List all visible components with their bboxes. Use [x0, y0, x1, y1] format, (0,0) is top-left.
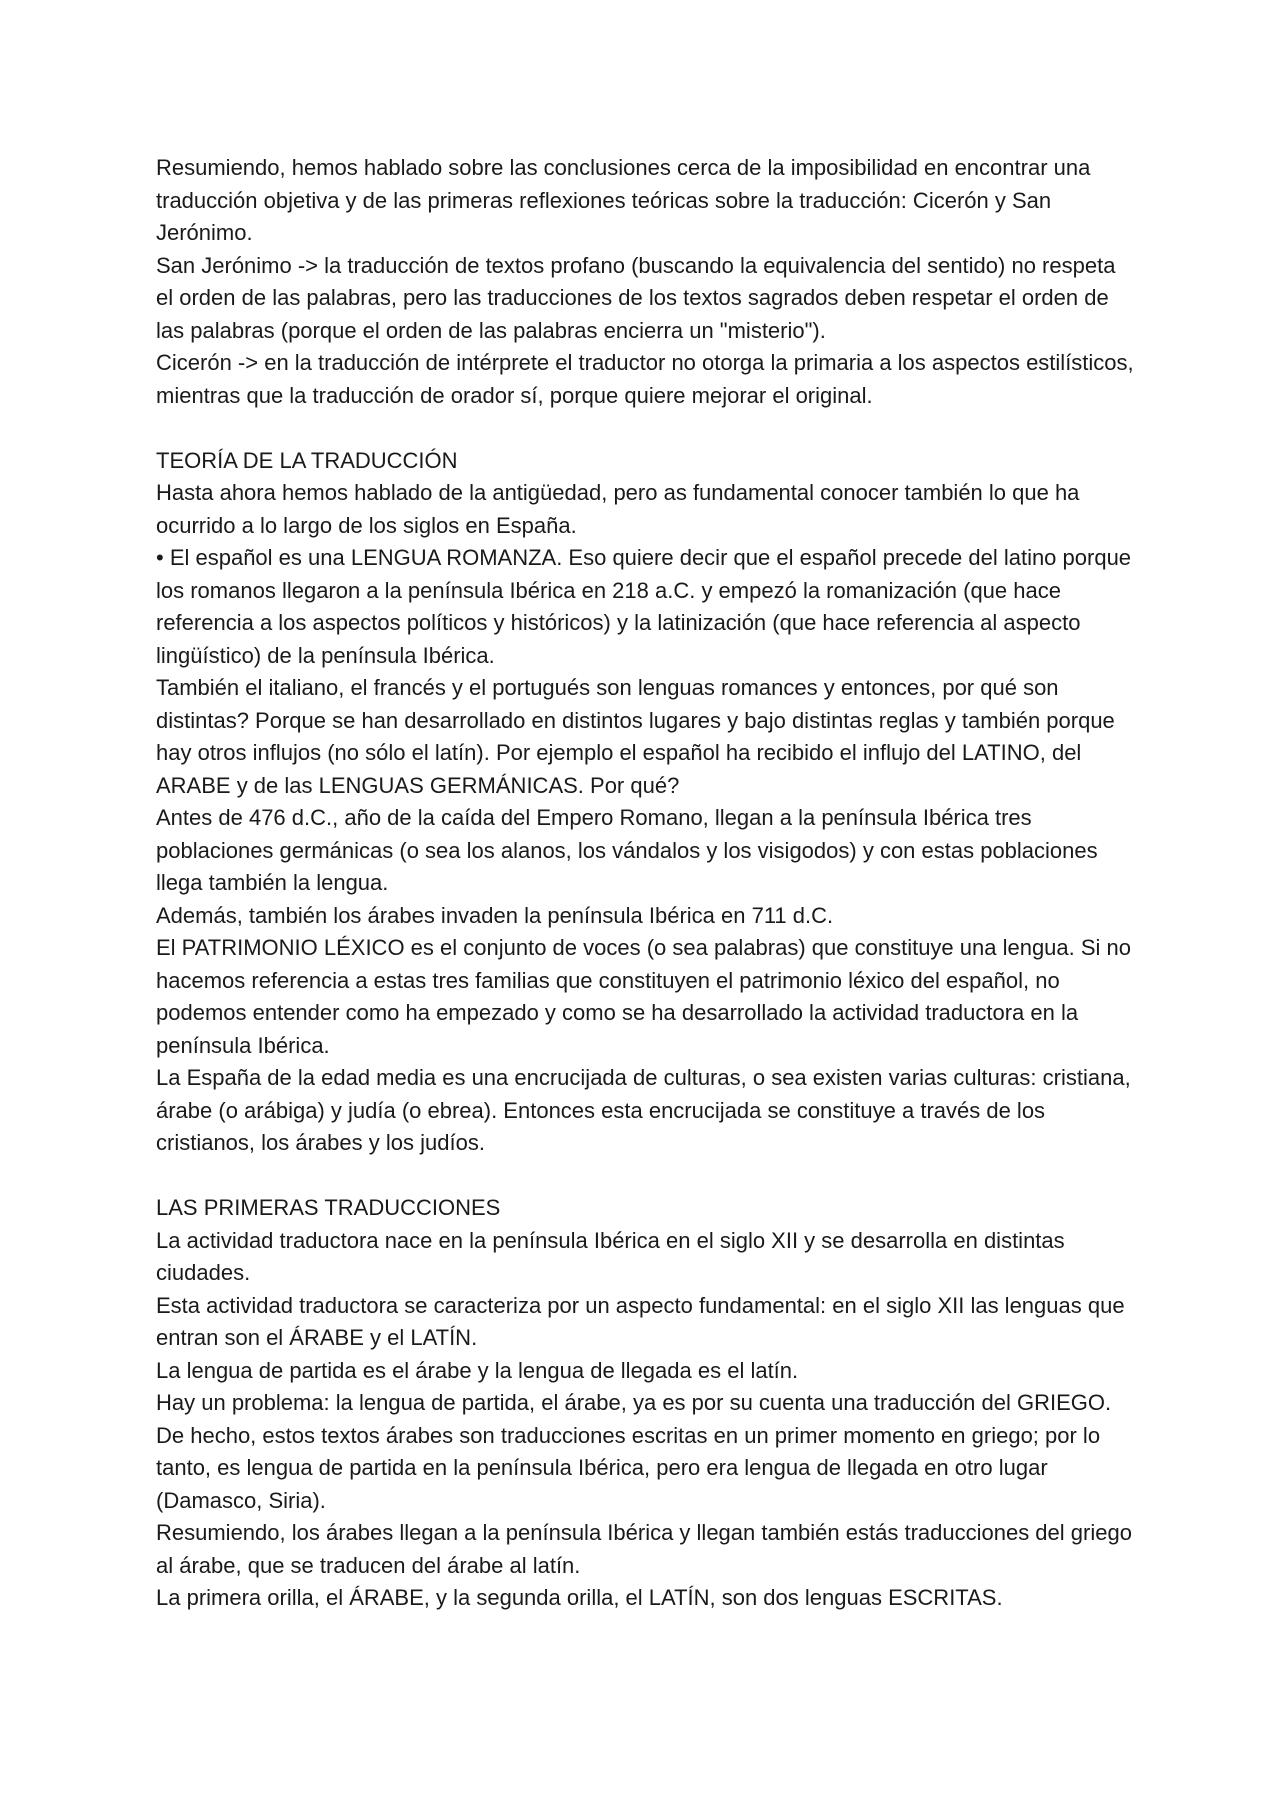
document-page: [156, 152, 1136, 1615]
teoria-paragraph-7: La España de la edad media es una encrucijada de culturas, o sea existen varias culturas: cristiana, árabe (o arábiga) y judía (o ebrea). Entonces esta encrucijada se constituye a través de los cristianos, los árabes y los judíos.: [156, 1065, 1131, 1155]
section-spacer: [156, 412, 1136, 445]
primeras-paragraph-2: Esta actividad traductora se caracteriza por un aspecto fundamental: en el siglo XII las lenguas que entran son el ÁRABE y el LATÍN.: [156, 1292, 1125, 1350]
primeras-paragraph-6: La primera orilla, el ÁRABE, y la segunda orilla, el LATÍN, son dos lenguas ESCRITAS.: [156, 1585, 1003, 1610]
intro-paragraph-1: Resumiendo, hemos hablado sobre las conclusiones cerca de la imposibilidad en encontrar una traducción objetiva y de las primeras reflexiones teóricas sobre la traducción: Cicerón y San Jerónimo.: [156, 155, 1091, 245]
intro-paragraph-2: San Jerónimo -> la traducción de textos profano (buscando la equivalencia del sentido) no respeta el orden de las palabras, pero las traducciones de los textos sagrados deben respetar el orden de las palabras (porque el orden de las palabras encierra un "misterio").: [156, 252, 1116, 343]
primeras-paragraph-3: La lengua de partida es el árabe y la lengua de llegada es el latín.: [156, 1357, 799, 1383]
teoria-paragraph-3: También el italiano, el francés y el portugués son lenguas romances y entonces, por qué son distintas? Porque se han desarrollado en distintos lugares y bajo distintas reglas y también porque hay otros influjos (no sólo el latín). Por ejemplo el español ha recibido el influjo del LATINO, del ARABE y de las LENGUAS GERMÁNICAS. Por qué?: [156, 675, 1115, 798]
section-heading-teoria: TEORÍA DE LA TRADUCCIÓN: [156, 447, 458, 473]
section-heading-primeras-traducciones: LAS PRIMERAS TRADUCCIONES: [156, 1195, 501, 1220]
primeras-paragraph-5: Resumiendo, los árabes llegan a la península Ibérica y llegan también estás traducciones del griego al árabe, que se traducen del árabe al latín.: [156, 1520, 1132, 1578]
primeras-paragraph-4: Hay un problema: la lengua de partida, el árabe, ya es por su cuenta una traducción del GRIEGO. De hecho, estos textos árabes son traducciones escritas en un primer momento en griego; por lo tanto, es lengua de partida en la península Ibérica, pero era lengua de llegada en otro lugar (Damasco, Siria).: [156, 1390, 1112, 1513]
teoria-paragraph-2: • El español es una LENGUA ROMANZA. Eso quiere decir que el español precede del latino porque los romanos llegaron a la península Ibérica en 218 a.C. y empezó la romanización (que hace referencia a los aspectos políticos y históricos) y la latinización (que hace referencia al aspecto lingüístico) de la península Ibérica.: [156, 545, 1132, 668]
teoria-paragraph-4: Antes de 476 d.C., año de la caída del Empero Romano, llegan a la península Ibérica tres poblaciones germánicas (o sea los alanos, los vándalos y los visigodos) y con estas poblaciones llega también la lengua.: [156, 805, 1098, 895]
primeras-paragraph-1: La actividad traductora nace en la península Ibérica en el siglo XII y se desarrolla en distintas ciudades.: [156, 1227, 1065, 1285]
teoria-paragraph-6: El PATRIMONIO LÉXICO es el conjunto de voces (o sea palabras) que constituye una lengua. Si no hacemos referencia a estas tres familias que constituyen el patrimonio léxico del español, no podemos entender como ha empezado y como se ha desarrollado la actividad traductora en la península Ibérica.: [156, 935, 1132, 1058]
teoria-paragraph-5: Además, también los árabes invaden la península Ibérica en 711 d.C.: [156, 902, 834, 928]
intro-paragraph-3: Cicerón -> en la traducción de intérprete el traductor no otorga la primaria a los aspectos estilísticos, mientras que la traducción de orador sí, porque quiere mejorar el original.: [156, 350, 1134, 408]
teoria-paragraph-1: Hasta ahora hemos hablado de la antigüedad, pero as fundamental conocer también lo que ha ocurrido a lo largo de los siglos en España.: [156, 480, 1080, 538]
section-spacer: [156, 1160, 1136, 1193]
